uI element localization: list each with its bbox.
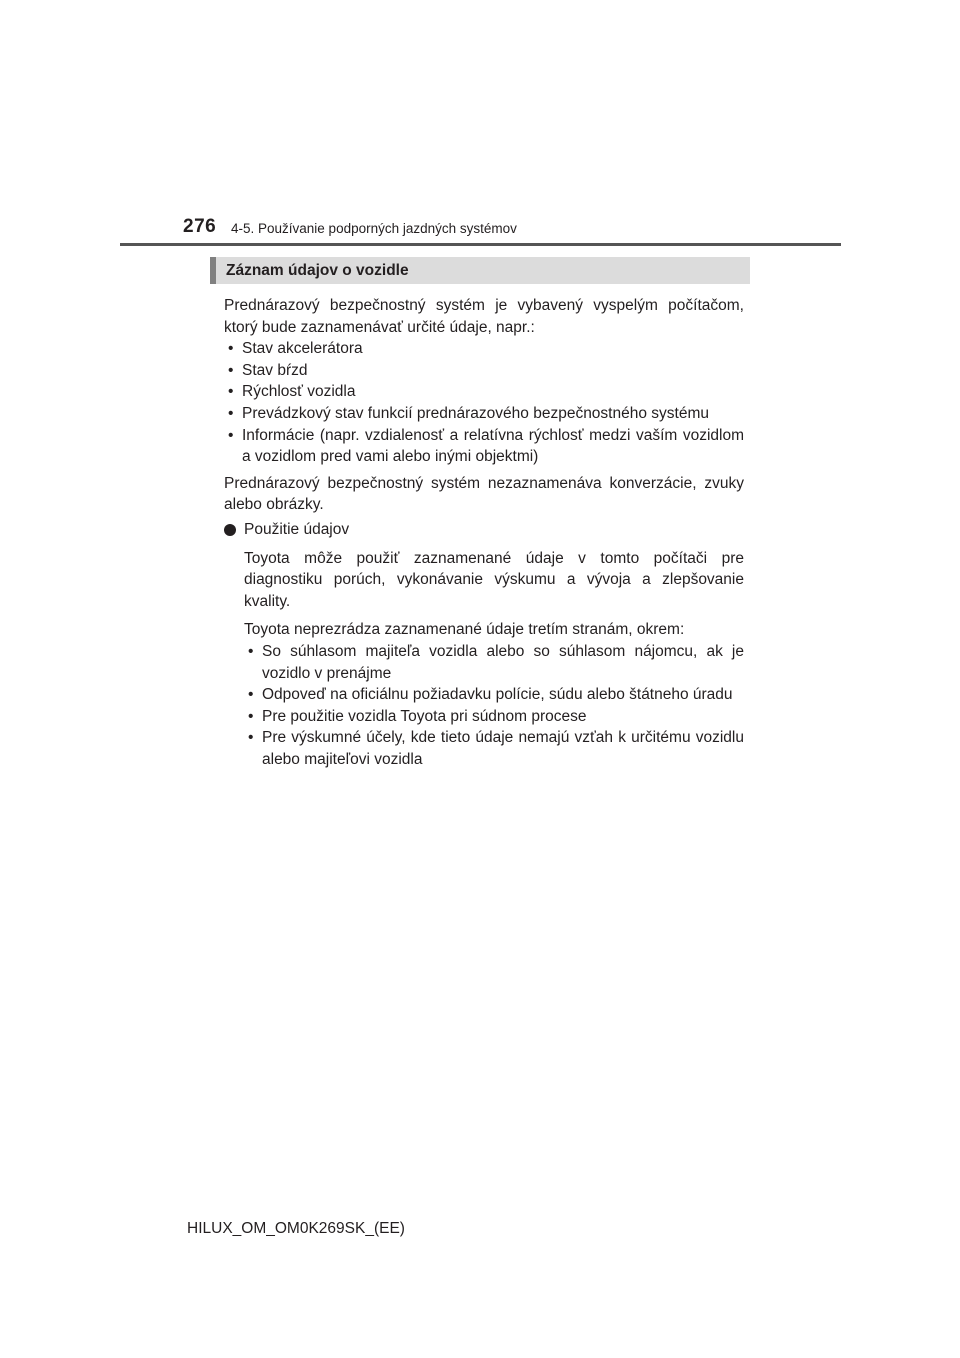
section-title: Záznam údajov o vozidle (226, 262, 409, 279)
intro-note: Prednárazový bezpečnostný systém nezaznamenáva konverzácie, zvuky alebo obrázky. (224, 474, 744, 514)
filled-circle-icon (224, 524, 236, 536)
list-item: • Odpoveď na oficiálnu požiadavku polície, súdu alebo štátneho úradu (244, 684, 744, 706)
bullet-icon: • (248, 729, 254, 747)
usage-paragraph-2: Toyota neprezrádza zaznamenané údaje tretím stranám, okrem: (244, 621, 685, 639)
bullet-icon: • (228, 383, 234, 401)
list-item: • Pre výskumné účely, kde tieto údaje nemajú vzťah k určitému vozidlu alebo majiteľovi vozidla (248, 729, 744, 768)
bullet-icon: • (228, 404, 234, 422)
intro-paragraph: Prednárazový bezpečnostný systém je vybavený vyspelým počítačom, ktorý bude zaznamenávať určité údaje, napr.: (224, 297, 744, 336)
chapter-title: 4-5. Používanie podporných jazdných systémov (231, 221, 517, 236)
bullet-icon: • (228, 426, 234, 444)
usage-heading: Použitie údajov (224, 519, 744, 541)
bullet-icon: • (248, 707, 254, 725)
list-item: • Pre použitie vozidla Toyota pri súdnom procese (244, 706, 744, 728)
page-number: 276 (183, 216, 217, 237)
list-item: • Stav akcelerátora (224, 338, 744, 360)
recorded-data-list (224, 338, 744, 468)
document-code: HILUX_OM_OM0K269SK_(EE) (187, 1220, 405, 1237)
list-item: • Prevádzkový stav funkcií prednárazového bezpečnostného systému (224, 403, 744, 425)
usage-section (244, 548, 744, 771)
bullet-icon: • (228, 361, 234, 379)
list-item: • Informácie (napr. vzdialenosť a relatívna rýchlosť medzi vaším vozidlom a vozidlom pred vami alebo inými objektmi) (228, 426, 744, 466)
bullet-icon: • (228, 340, 234, 358)
list-item: • So súhlasom majiteľa vozidla alebo so súhlasom nájomcu, ak je vozidlo v prenájme (248, 642, 744, 682)
list-item: • Stav bŕzd (224, 360, 744, 382)
list-item: • Rýchlosť vozidla (224, 381, 744, 403)
header-divider (120, 243, 841, 246)
disclosure-exceptions-list (244, 641, 744, 771)
bullet-icon: • (248, 686, 254, 704)
bullet-icon: • (248, 642, 254, 660)
usage-paragraph-1: Toyota môže použiť zaznamenané údaje v tomto počítači pre diagnostiku porúch, vykonávanie výskumu a vývoja a zlepšovanie kvality. (244, 549, 744, 610)
body-text (224, 295, 744, 770)
section-heading-accent (210, 257, 216, 284)
section-heading-bar (210, 257, 750, 284)
